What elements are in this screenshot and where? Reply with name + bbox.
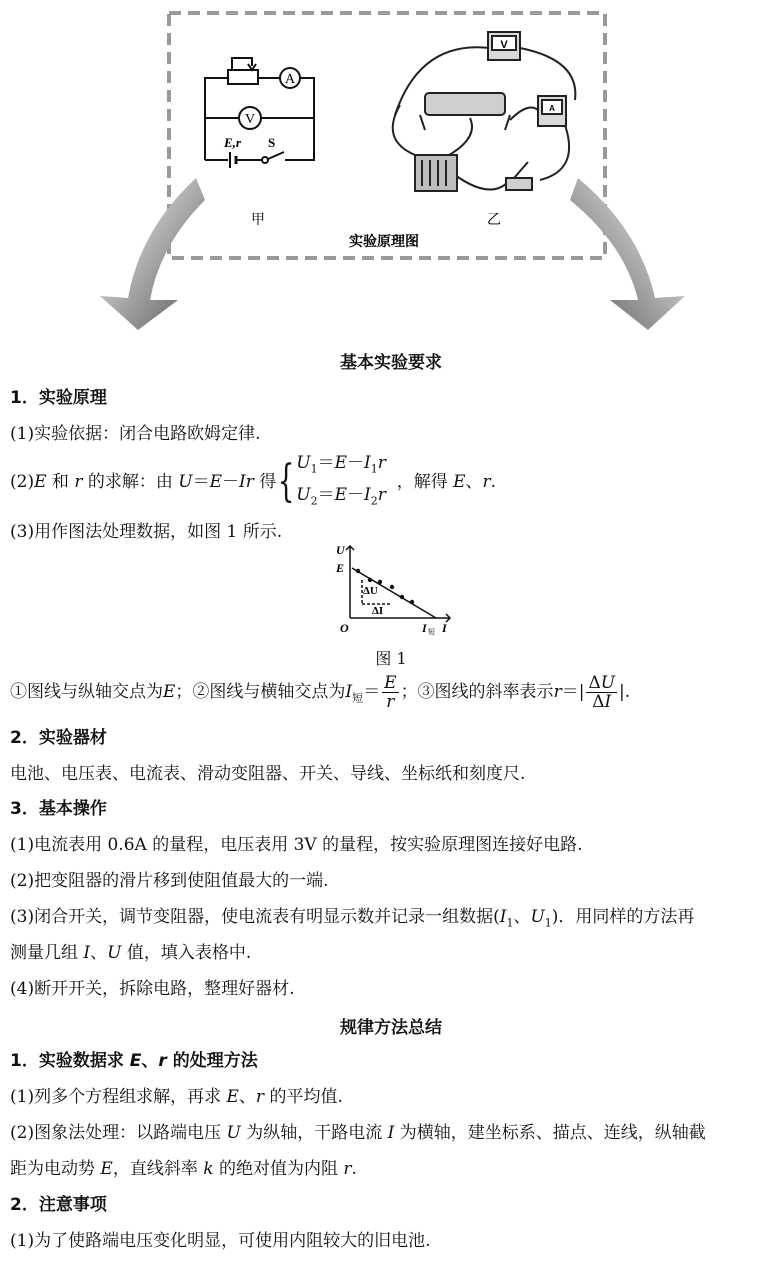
switch-label: S [268, 135, 276, 150]
fraction-e-r: $\frac{E}{r}$ [384, 673, 397, 712]
principle-basis: (1)实验依据：闭合电路欧姆定律. [10, 424, 261, 444]
fraction-du-di: $\frac{\Delta U}{\Delta I}$ [588, 673, 616, 712]
physical-setup [393, 32, 576, 191]
graph-notes: ①图线与纵轴交点为E；②图线与横轴交点为$I_短=$ $\frac{E}{r}$ ；③图线的斜率表示r＝| $\frac{\Delta U}{\Delta I}$ |. [10, 673, 631, 712]
method-step2-cont: 距为电动势 E，直线斜率 k 的绝对值为内阻 r. [10, 1159, 357, 1179]
section-title-method: 规律方法总结 [340, 1018, 442, 1038]
label-yi: 乙 [487, 212, 501, 228]
axis-u-label: U [336, 543, 345, 557]
operation-heading: 3．基本操作 [10, 799, 107, 819]
data-point [378, 580, 382, 584]
ui-graph [332, 540, 458, 636]
method-step2: (2)图象法处理：以路端电压 U 为纵轴，干路电流 I 为横轴，建坐标系、描点、连线，纵轴截 [10, 1123, 706, 1143]
data-point [356, 569, 360, 573]
left-arrow [100, 178, 205, 330]
principle-graph-intro: (3)用作图法处理数据，如图 1 所示. [10, 522, 283, 542]
ishort-sub: 短 [428, 628, 435, 636]
equation-system: $U_1=E-I_1r$ $U_2=E-I_2r$ [296, 453, 386, 508]
du-label: ΔU [363, 585, 378, 597]
setup-voltmeter-letter: V [500, 39, 508, 51]
figure-svg [0, 0, 782, 335]
notes-item1: (1)为了使路端电压变化明显，可使用内阻较大的旧电池. [10, 1231, 431, 1251]
principle-heading: 1．实验原理 [10, 388, 107, 408]
label-jia: 甲 [251, 212, 265, 228]
circuit-diagram [205, 58, 314, 168]
data-point [390, 585, 394, 589]
voltmeter-letter: V [244, 112, 256, 127]
operation-step4: (4)断开开关，拆除电路，整理好器材. [10, 979, 295, 999]
right-arrow [570, 178, 685, 330]
di-label: ΔI [372, 605, 384, 617]
notes-heading: 2．注意事项 [10, 1195, 107, 1215]
ishort-label: I [422, 621, 427, 635]
operation-step1: (1)电流表用 0.6A 的量程，电压表用 3V 的量程，按实验原理图连接好电路. [10, 835, 583, 855]
operation-step3: (3)闭合开关，调节变阻器，使电流表有明显示数并记录一组数据($I_1$、$U_1$)．用同样的方法再 [10, 907, 695, 930]
operation-step2: (2)把变阻器的滑片移到使阻值最大的一端. [10, 871, 329, 891]
figure1-caption: 图 1 [375, 649, 407, 668]
principle-solve: (2)E 和 r 的求解：由 U＝E－Ir 得{ $U_1=E-I_1r$ $U_2=E-I_2r$ ，解得 E、r. [10, 450, 496, 506]
operation-step3-cont: 测量几组 I、U 值，填入表格中. [10, 943, 252, 963]
e-label: E [336, 561, 345, 575]
method-step1: (1)列多个方程组求解，再求 E、r 的平均值. [10, 1087, 343, 1107]
figure-caption: 实验原理图 [349, 234, 419, 250]
origin-label: O [340, 621, 349, 635]
setup-ammeter-letter: A [549, 104, 555, 113]
experiment-figure [0, 0, 782, 335]
data-point [368, 578, 372, 582]
ui-graph-svg [332, 540, 458, 636]
source-label: E,r [224, 135, 241, 150]
data-point [400, 595, 404, 599]
method-heading: 1．实验数据求 E、r 的处理方法 [10, 1051, 258, 1071]
axis-i-label: I [442, 621, 447, 635]
ammeter-letter: A [284, 72, 296, 87]
equipment-heading: 2．实验器材 [10, 728, 107, 748]
data-point [410, 600, 414, 604]
equipment-list: 电池、电压表、电流表、滑动变阻器、开关、导线、坐标纸和刻度尺. [10, 764, 526, 784]
section-title-basic: 基本实验要求 [340, 353, 442, 373]
